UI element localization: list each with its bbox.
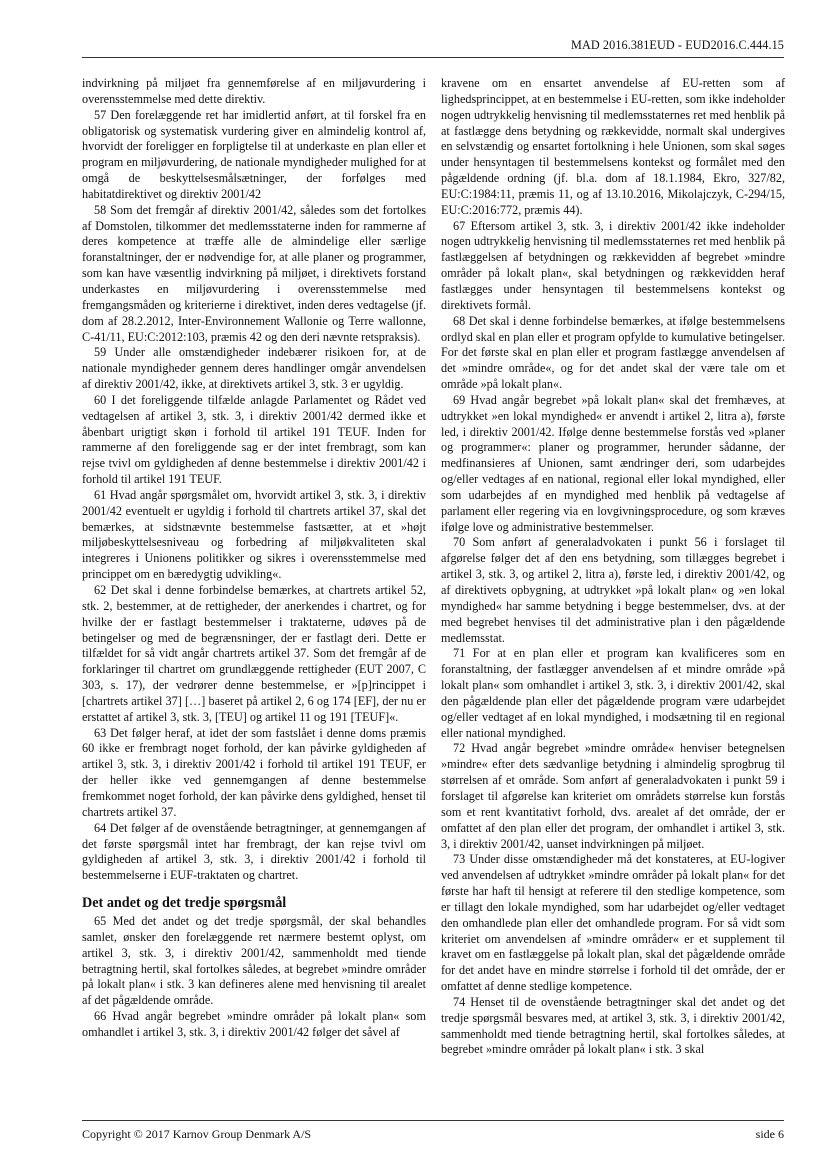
copyright-notice: Copyright © 2017 Karnov Group Denmark A/S: [82, 1127, 312, 1141]
paragraph-67: 67 Eftersom artikel 3, stk. 3, i direktiv 2001/42 ikke indeholder nogen udtrykkelig henvisning til medlemsstaternes ret med henblik på fastlæggelsen af betydningen og rækkevidden af begrebet »mindre områder på lokalt plan«, skal betydningen og rækkevidden heraf fastlægges under hensyntagen til bestemmelsens kontekst og direktivets formål.: [441, 218, 785, 312]
paragraph-59: 59 Under alle omstændigheder indebærer risikoen for, at de nationale myndigheder gennem deres handlinger omgår anvendelsen af direktiv 2001/42, ikke, at direktivets artikel 3, stk. 3 er ugyldig.: [82, 345, 426, 392]
paragraph-60: 60 I det foreliggende tilfælde anlagde Parlamentet og Rådet ved vedtagelsen af artikel 3, stk. 3, i direktiv 2001/42 dermed ikke et åbenbart urigtigt skøn i forhold til artikel 191 TEUF. Inden for rammerne af den foreliggende sag er der intet frembragt, som kan rejse tvivl om gyldigheden af denne bestemmelse i direktiv 2001/42 i forhold til artikel 191 TEUF.: [82, 392, 426, 487]
paragraph-63: 63 Det følger heraf, at idet der som fastslået i denne doms præmis 60 ikke er frembragt noget forhold, der kan påvirke gyldigheden af artikel 3, stk. 3, i direktiv 2001/42 i forhold til artikel 191 TEUF, er der heller ikke ved gennemgangen af denne bestemmelse fremkommet noget forhold, der kan påvirke dens gyldighed, henset til chartrets artikel 37.: [82, 725, 426, 819]
paragraph-continued: kravene om en ensartet anvendelse af EU-retten som af lighedsprincippet, at en bestemmelse i EU-retten, som ikke indeholder nogen udtrykkelig henvisning til medlemsstaternes ret med henblik på at fastlægge dens betydning og rækkevidde, normalt skal undergives en selvstændig og ensartet fortolkning i hele Unionen, som skal søges under hensyntagen til bestemmelsens kontekst og formålet med den pågældende ordning (jf. bl.a. dom af 18.1.1984, Ekro, 327/82, EU:C:1984:11, præmis 11, og af 13.10.2016, Mikolajczyk, C-294/15, EU:C:2016:772, præmis 44).: [441, 76, 785, 217]
paragraph-58: 58 Som det fremgår af direktiv 2001/42, således som det fortolkes af Domstolen, tilkommer det medlemsstaterne inden for rammerne af deres kompetence at træffe alle de almindelige eller særlige foranstaltninger, der er nødvendige for, at alle planer og programmer, som kan have væsentlig indvirkning på miljøet, i direktivets forstand underkastes en miljøvurdering i overensstemmelse med fremgangsmåden og kriterierne i direktivet, inden deres vedtagelse (jf. dom af 28.2.2012, Inter-Environnement Wallonie og Terre wallonne, C-41/11, EU:C:2012:103, præmis 42 og den deri nævnte retspraksis).: [82, 202, 426, 344]
footer-rule: [82, 1120, 784, 1121]
paragraph-70: 70 Som anført af generaladvokaten i punkt 56 i forslaget til afgørelse følger det af den ens betydning, som tillægges begrebet i artikel 3, stk. 3, og artikel 2, litra a), første led, i direktiv 2001/42, og af direktivets opbygning, at udtrykket »på lokalt plan« og »en lokal myndighed« har samme betydning i begge bestemmelser, dvs. at der med begrebet henvises til det administrative plan i den pågældende medlemsstat.: [441, 535, 785, 645]
paragraph-66: 66 Hvad angår begrebet »mindre områder på lokalt plan« som omhandlet i artikel 3, stk. 3, i direktiv 2001/42 følger det såvel af: [82, 1009, 426, 1039]
running-header: MAD 2016.381EUD - EUD2016.C.444.15: [571, 38, 784, 52]
header-rule: [82, 57, 784, 58]
paragraph-68: 68 Det skal i denne forbindelse bemærkes, at ifølge bestemmelsens ordlyd skal en plan eller et program opfylde to kumulative betingelser. For det første skal en plan eller et program fastlægge anvendelsen af det »mindre område«, og for det andet skal der være tale om et område »på lokalt plan«.: [441, 313, 785, 392]
paragraph-72: 72 Hvad angår begrebet »mindre område« henviser betegnelsen »mindre« efter dets sædvanlige betydning i almindelig sprogbrug til størrelsen af et område. Som anført af generaladvokaten i punkt 59 i forslaget til afgørelse kan kriteriet om områdets størrelse kun forstås som et rent kvantitativt forhold, dvs. arealet af det område, der er omfattet af den plan eller det program, der omhandlet i artikel 3, stk. 3, i direktiv 2001/42, uanset indvirkningen på miljøet.: [441, 741, 785, 851]
page-number: side 6: [755, 1127, 784, 1141]
paragraph-74: 74 Henset til de ovenstående betragtninger skal det andet og det tredje spørgsmål besvares med, at artikel 3, stk. 3, i direktiv 2001/42, sammenholdt med tiende betragtning hertil, skal fortolkes således, at begrebet »mindre områder på lokalt plan« i stk. 3 skal: [441, 994, 785, 1057]
right-column: [441, 76, 785, 1058]
paragraph-73: 73 Under disse omstændigheder må det konstateres, at EU-logiver ved anvendelsen af udtrykket »mindre områder på lokalt plan« for det første har haft til hensigt at referere til den stedlige kompetence, som er tillagt den lokale myndighed, som har udarbejdet og/eller vedtaget den omhandlede plan eller det omhandlede program. For så vidt som kriteriet om anvendelsen af »mindre områder« er et supplement til kravet om en fastlæggelse på lokalt plan, skal det pågældende område for det andet have en mindre størrelse i forhold til det område, der er omfattet af denne stedlige kompetence.: [441, 852, 785, 994]
left-column: [82, 76, 426, 1041]
paragraph-62: 62 Det skal i denne forbindelse bemærkes, at chartrets artikel 52, stk. 2, bestemmer, at de rettigheder, der anerkendes i chartret, og for hvilke der er fastlagt bestemmelser i traktaterne, udøves på de betingelser og med de begrænsninger, der er fastlagt deri. Dette er tilfældet for så vidt angår chartrets artikel 37. Som det fremgår af de forklaringer til chartret om grundlæggende rettigheder (EUT 2007, C 303, s. 17), der vedrører denne bestemmelse, er »[p]rincippet i [chartrets artikel 37] […] baseret på artikel 2, 6 og 174 [EF], der nu er erstattet af artikel 3, stk. 3, [TEU] og artikel 11 og 191 [TEUF]«.: [82, 583, 426, 724]
paragraph-57: 57 Den forelæggende ret har imidlertid anført, at til forskel fra en obligatorisk og systematisk vurdering giver en almindelig kontrol af, hvorvidt der foreligger en forpligtelse til at underkaste en plan eller et program en miljøvurdering, de nationale myndigheder mulighed for at omgå de beskyttelsesmålsætninger, der forfølges med habitatdirektivet og direktiv 2001/42: [82, 107, 426, 201]
section-heading: Det andet og det tredje spørgsmål: [82, 895, 287, 912]
paragraph-65: 65 Med det andet og det tredje spørgsmål, der skal behandles samlet, ønsker den forelæggende ret nærmere bestemt oplyst, om artikel 3, stk. 3, i direktiv 2001/42, sammenholdt med tiende betragtning hertil, skal fortolkes således, at begrebet »mindre områder på lokalt plan« i stk. 3 kan defineres alene med henvisning til arealet af det pågældende område.: [82, 914, 426, 1008]
paragraph-continued: indvirkning på miljøet fra gennemførelse af en miljøvurdering i overensstemmelse med dette direktiv.: [82, 76, 426, 106]
paragraph-69: 69 Hvad angår begrebet »på lokalt plan« skal det fremhæves, at udtrykket »en lokal myndighed« er anvendt i artikel 2, litra a), første led, i direktiv 2001/42. Ifølge denne bestemmelse forstås ved »planer og programmer«: planer og programmer, herunder sådanne, der medfinansieres af Unionen, samt ændringer deri, som udarbejdes og/eller vedtages af en national, regional eller lokal myndighed, eller som udarbejdes af en myndighed med henblik på vedtagelse af parlament eller regering via en lovgivningsprocedure, og som kræves ifølge love og administrative bestemmelser.: [441, 392, 785, 534]
paragraph-64: 64 Det følger af de ovenstående betragtninger, at gennemgangen af det første spørgsmål intet har frembragt, der kan rejse tvivl om gyldigheden af artikel 3, stk. 3, i direktiv 2001/42 i forhold til bestemmelserne i EUF-traktaten og chartret.: [82, 820, 426, 883]
paragraph-61: 61 Hvad angår spørgsmålet om, hvorvidt artikel 3, stk. 3, i direktiv 2001/42 eventuelt er ugyldig i forhold til chartrets artikel 37, skal det bemærkes, at sidstnævnte bestemmelse fastsætter, at et »højt miljøbeskyttelsesniveau og forbedring af miljøkvaliteten skal integreres i Unionens politikker og sikres i overensstemmelse med princippet om en bæredygtig udvikling«.: [82, 487, 426, 582]
paragraph-71: 71 For at en plan eller et program kan kvalificeres som en foranstaltning, der fastlægger anvendelsen af et mindre område »på lokalt plan« som omhandlet i artikel 3, stk. 3, i direktiv 2001/42, skal den pågældende plan eller det pågældende program være udarbejdet og/eller vedtaget af en lokal myndighed, i modsætning til en regional eller national myndighed.: [441, 646, 785, 740]
